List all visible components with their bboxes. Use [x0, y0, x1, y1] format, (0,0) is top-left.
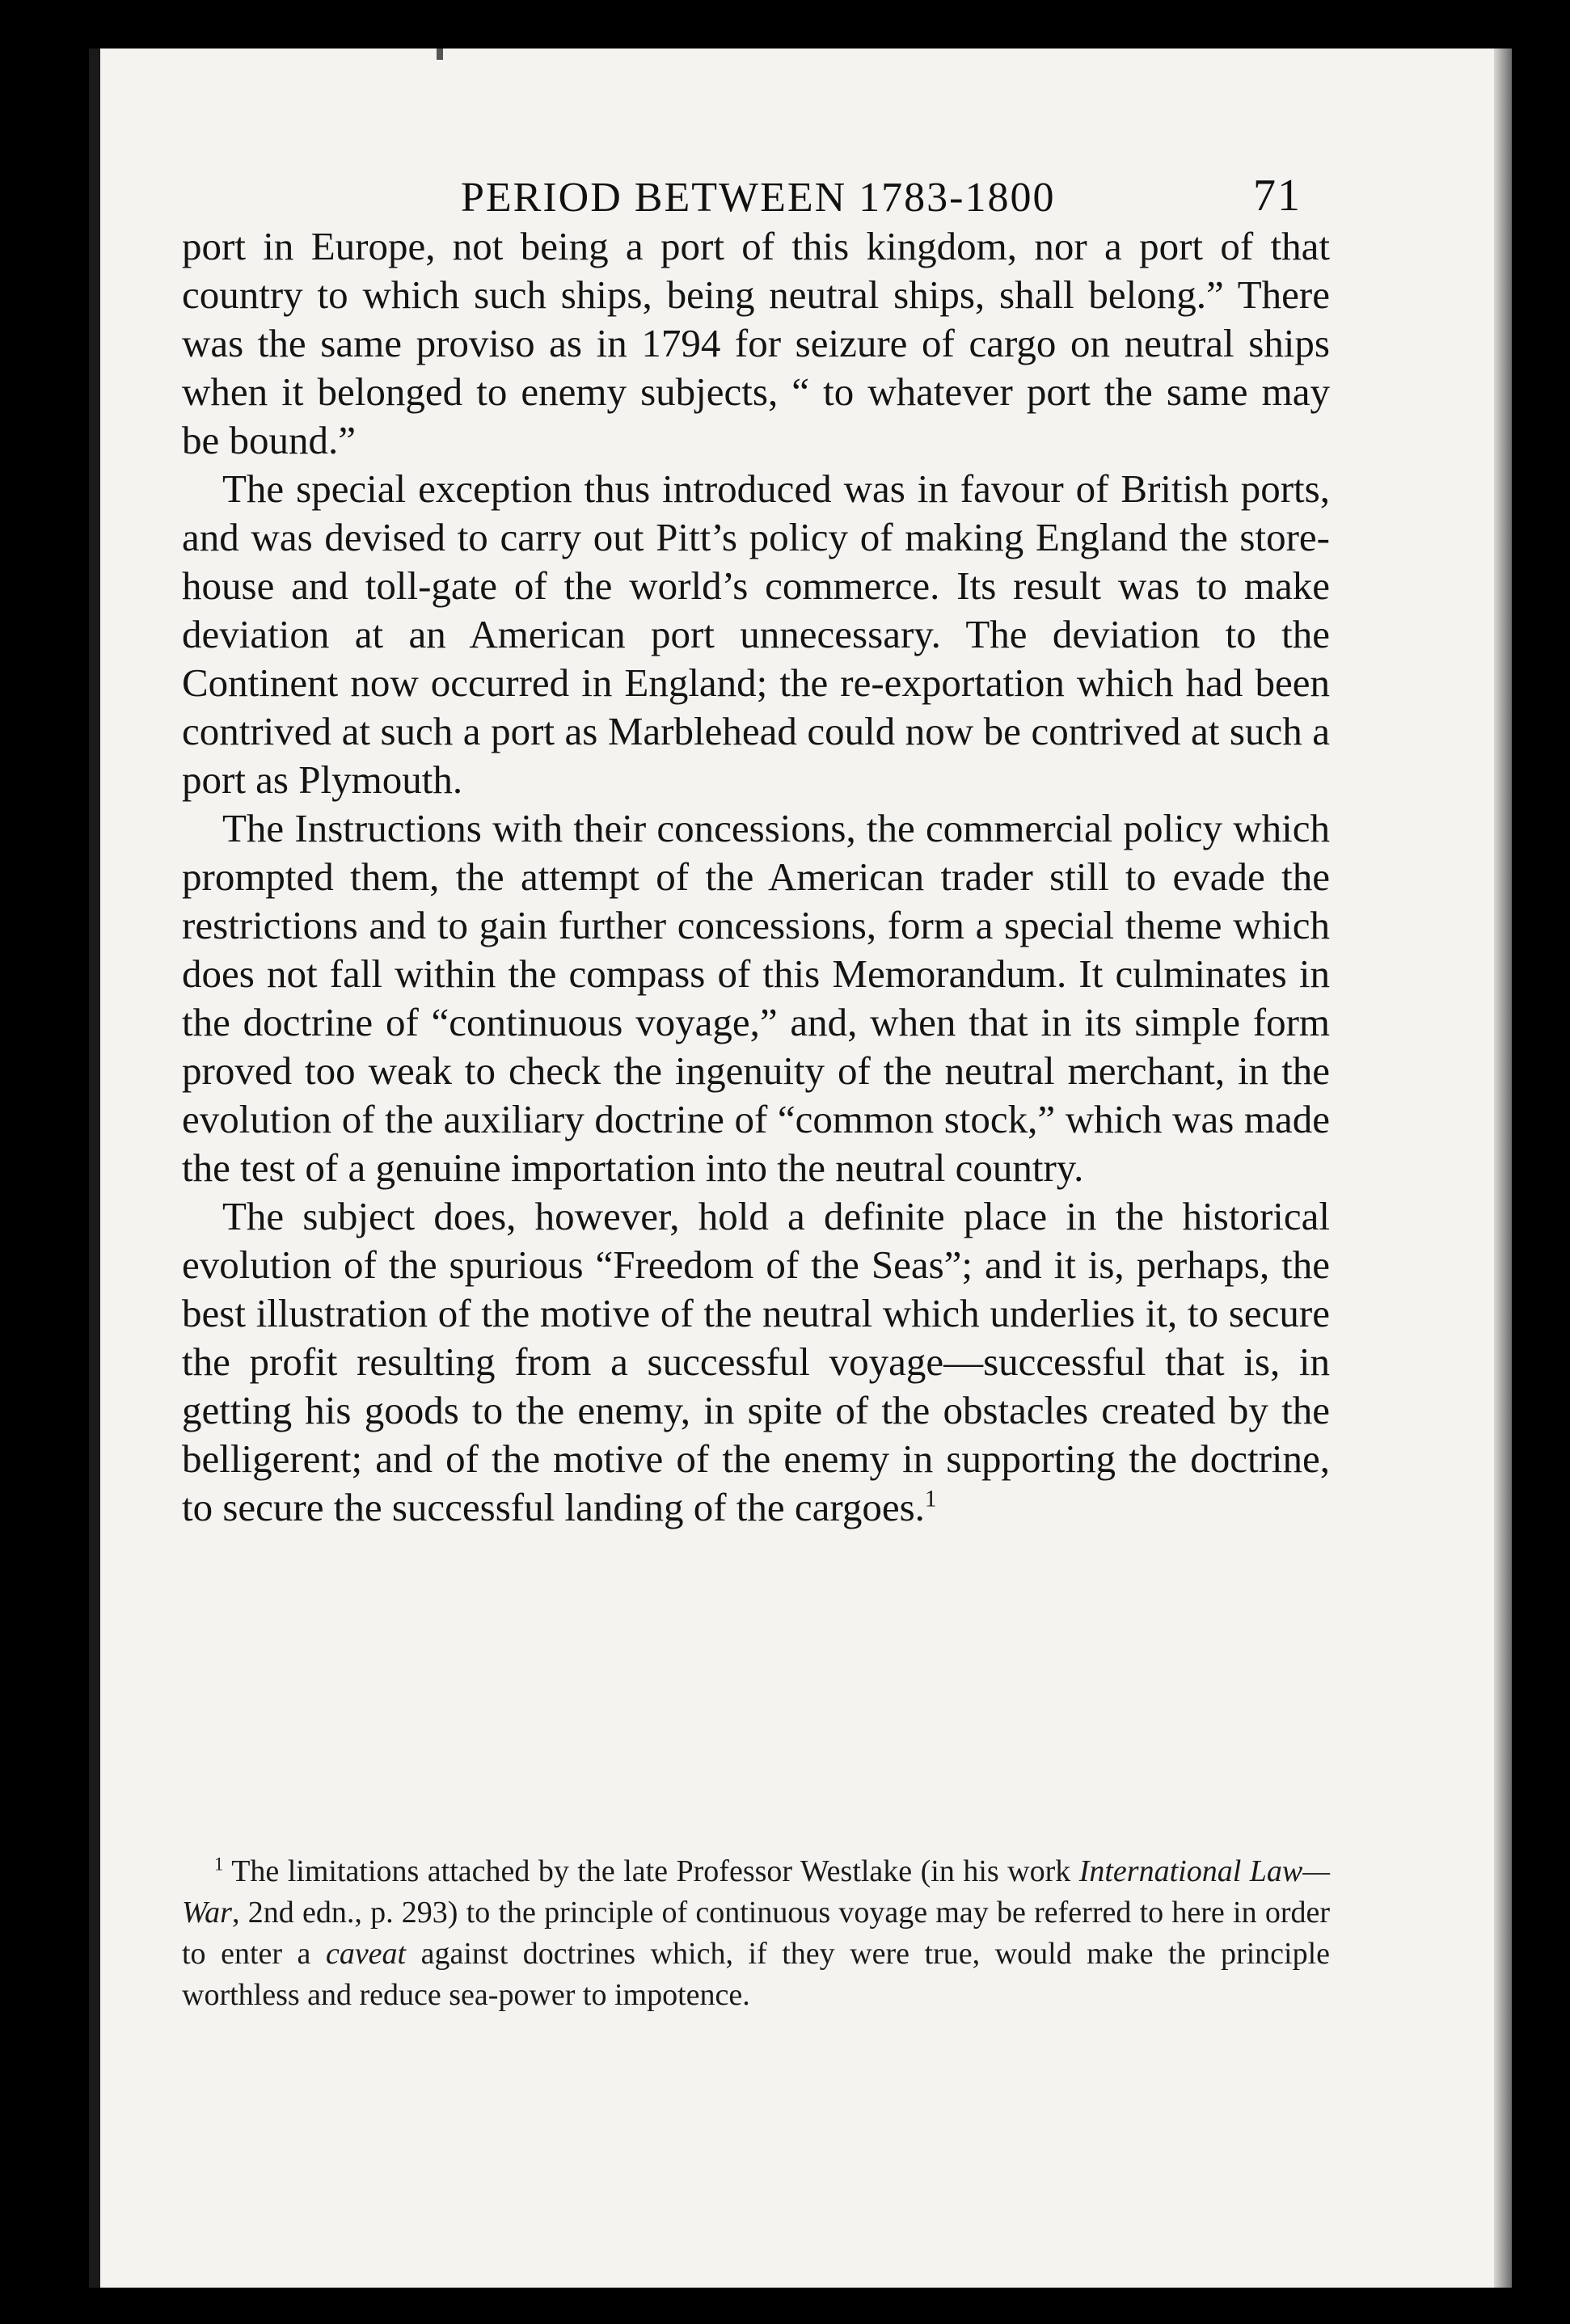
- footnote-text-3: against doctrines which, if they were true, would make the principle worthless and reduce sea-power to impotence.: [182, 1937, 1331, 2012]
- scan-mark: [437, 49, 443, 60]
- footnote-text-2: , 2nd edn., p. 293) to the principle of continuous voyage may be referred to here in order to enter a: [182, 1896, 1330, 1971]
- page-edge-shadow: [1494, 49, 1512, 2288]
- footnote-1: [182, 1851, 1330, 2016]
- footnotes: [182, 1851, 1330, 2016]
- footnote-mark: 1: [214, 1854, 224, 1875]
- page-header: [372, 137, 1302, 221]
- footnote-text-1: The limitations attached by the late Professor Westlake (in his work: [231, 1854, 1079, 1888]
- paragraph-2: The special exception thus introduced was in favour of British ports, and was devised to carry out Pitt’s policy of making England the store-house and toll-gate of the world’s commerce. Its result was to make deviation at an American port unnecessary. The deviation to the Continent now occurred in England; the re-exportation which had been contrived at such a port as Marblehead could now be contrived at such a port as Plymouth.: [182, 466, 1330, 802]
- body-text: [182, 222, 1330, 1532]
- paragraph-3: The Instructions with their concessions, the commercial policy which prompted them, the attempt of the American trader still to evade the restrictions and to gain further concessions, form a special theme which does not fall within the compass of this Memorandum. It culminates in the doctrine of “continuous voyage,” and, when that in its simple form proved too weak to check the ingenuity of the neutral merchant, in the evolution of the auxiliary doctrine of “common stock,” which was made the test of a genuine importation into the neutral country.: [182, 806, 1330, 1190]
- gutter-shadow: [89, 49, 100, 2288]
- running-head: PERIOD BETWEEN 1783-1800: [461, 175, 1056, 221]
- paragraph-1: port in Europe, not being a port of this kingdom, nor a port of that country to which such ships, being neutral ships, shall belong.” There was the same proviso as in 1794 for seizure of cargo on neutral ships when it belonged to enemy subjects, “ to whatever port the same may be bound.”: [182, 224, 1330, 462]
- footnote-caveat: caveat: [325, 1937, 407, 1971]
- paragraph-4: [182, 1192, 1330, 1532]
- paragraph-4-text: The subject does, however, hold a definite place in the historical evolution of the spurious “Freedom of the Seas”; and it is, perhaps, the best illustration of the motive of the neutral which underlies it, to secure the profit resulting from a successful voyage—successful that is, in getting his goods to the enemy, in spite of the obstacles created by the belligerent; and of the motive of the enemy in supporting the doctrine, to secure the successful landing of the cargoes.: [182, 1194, 1330, 1529]
- footnote-reference[interactable]: 1: [924, 1486, 937, 1512]
- footnote-work-title: International Law—War: [182, 1854, 1330, 1930]
- page-number: 71: [1253, 171, 1302, 221]
